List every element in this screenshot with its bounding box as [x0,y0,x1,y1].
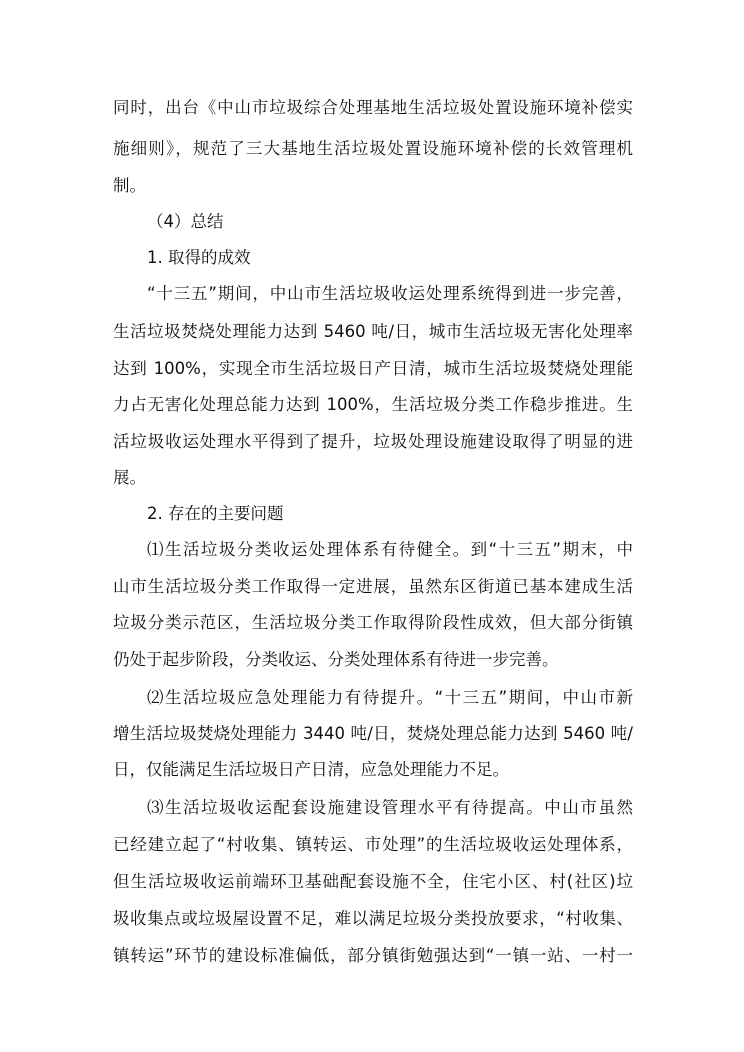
paragraph-line: 仍处于起步阶段，分类收运、分类处理体系有待进一步完善。 [113,650,559,669]
paragraph-line: ⑵生活垃圾应急处理能力有待提升。“十三五”期间，中山市新 [147,688,633,707]
paragraph-line: ⑶生活垃圾收运配套设施建设管理水平有待提高。中山市虽然 [147,798,633,817]
paragraph-line: 圾收集点或垃圾屋设置不足，难以满足垃圾分类投放要求，“村收集、 [113,909,633,928]
paragraph-line: 垃圾分类示范区，生活垃圾分类工作取得阶段性成效，但大部分街镇 [113,613,633,632]
paragraph-line: 制。 [113,176,146,195]
section-heading: （4）总结 [147,212,224,231]
paragraph-line: 力占无害化处理总能力达到 100%，生活垃圾分类工作稳步推进。生 [113,395,633,414]
paragraph-line: 生活垃圾焚烧处理能力达到 5460 吨/日，城市生活垃圾无害化处理率 [113,322,633,341]
paragraph-line: 展。 [113,468,146,487]
paragraph-line: ⑴生活垃圾分类收运处理体系有待健全。到“十三五”期末，中 [147,540,633,559]
paragraph-line: 施细则》，规范了三大基地生活垃圾处置设施环境补偿的长效管理机 [113,139,633,158]
paragraph-line: 但生活垃圾收运前端环卫基础配套设施不全，住宅小区、村(社区)垃 [113,872,633,891]
section-heading: 1. 取得的成效 [147,248,251,267]
paragraph-line: “十三五”期间，中山市生活垃圾收运处理系统得到进一步完善， [147,284,633,303]
paragraph-line: 日，仅能满足生活垃圾日产日清，应急处理能力不足。 [113,760,509,779]
paragraph-line: 达到 100%，实现全市生活垃圾日产日清，城市生活垃圾焚烧处理能 [113,359,633,378]
paragraph-line: 增生活垃圾焚烧处理能力 3440 吨/日，焚烧处理总能力达到 5460 吨/ [113,724,633,743]
paragraph-line: 山市生活垃圾分类工作取得一定进展，虽然东区街道已基本建成生活 [113,577,633,596]
paragraph-line: 活垃圾收运处理水平得到了提升，垃圾处理设施建设取得了明显的进 [113,432,633,451]
section-heading: 2. 存在的主要问题 [147,504,284,523]
paragraph-line: 同时，出台《中山市垃圾综合处理基地生活垃圾处置设施环境补偿实 [113,98,633,117]
paragraph-line: 已经建立起了“村收集、镇转运、市处理”的生活垃圾收运处理体系， [113,835,633,854]
paragraph-line: 镇转运”环节的建设标准偏低，部分镇街勉强达到“一镇一站、一村一 [113,946,633,965]
